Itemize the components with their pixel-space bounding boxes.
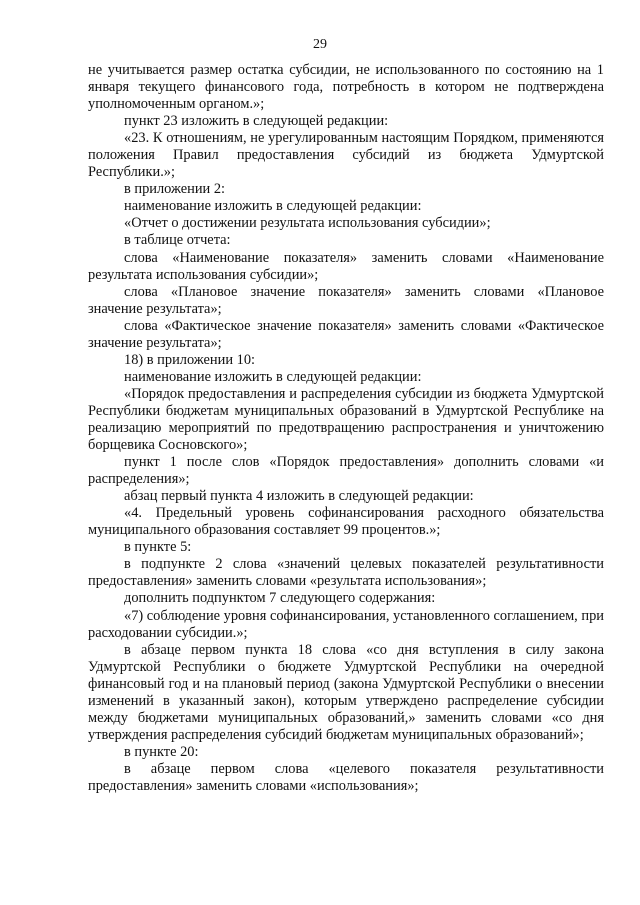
paragraph: в подпункте 2 слова «значений целевых показателей результативности предоставления» заменить словами «результата использования»;: [88, 556, 604, 590]
paragraph: дополнить подпунктом 7 следующего содержания:: [124, 590, 436, 607]
paragraph: в абзаце первом пункта 18 слова «со дня вступления в силу закона Удмуртской Республики о бюджете Удмуртской Республики на очередной финансовый год и на плановый период (закона Удмуртской Республики о внесении изменений в указанный закон), которым утверждено распределение субсидии между бюджетами муниципальных образований,» заменить словами «со дня утверждения распределения субсидий бюджетам муниципальных образований»;: [88, 641, 604, 743]
paragraph: «Отчет о достижении результата использования субсидии»;: [124, 215, 491, 232]
paragraph: «Порядок предоставления и распределения субсидии из бюджета Удмуртской Республики бюджетам муниципальных образований в Удмуртской Республике на реализацию мероприятий по предотвращению распространения и уничтожению борщевика Сосновского»;: [88, 385, 604, 454]
paragraph: наименование изложить в следующей редакции:: [124, 368, 422, 385]
paragraph: «4. Предельный уровень софинансирования расходного обязательства муниципального образования составляет 99 процентов.»;: [88, 505, 604, 539]
paragraph: «7) соблюдение уровня софинансирования, установленного соглашением, при расходовании субсидии.»;: [88, 607, 604, 641]
paragraph: в пункте 20:: [124, 743, 199, 760]
page-number: 29: [313, 37, 327, 52]
paragraph: абзац первый пункта 4 изложить в следующей редакции:: [124, 488, 474, 505]
paragraph: слова «Наименование показателя» заменить словами «Наименование результата использования субсидии»;: [88, 249, 604, 283]
paragraph: слова «Плановое значение показателя» заменить словами «Плановое значение результата»;: [88, 283, 604, 317]
paragraph: слова «Фактическое значение показателя» заменить словами «Фактическое значение результата»;: [88, 317, 604, 351]
paragraph: пункт 23 изложить в следующей редакции:: [124, 113, 389, 130]
paragraph: в таблице отчета:: [124, 232, 231, 249]
paragraph: наименование изложить в следующей редакции:: [124, 198, 422, 215]
paragraph: не учитывается размер остатка субсидии, не использованного по состоянию на 1 января текущего финансового года, потребность в котором не подтверждена уполномоченным органом.»;: [88, 62, 604, 113]
paragraph: в приложении 2:: [124, 181, 226, 198]
paragraph: в пункте 5:: [124, 539, 192, 556]
document-body: [88, 62, 604, 795]
paragraph: «23. К отношениям, не урегулированным настоящим Порядком, применяются положения Правил предоставления субсидий из бюджета Удмуртской Республики.»;: [88, 130, 604, 181]
paragraph: в абзаце первом слова «целевого показателя результативности предоставления» заменить словами «использования»;: [88, 760, 604, 794]
paragraph: пункт 1 после слов «Порядок предоставления» дополнить словами «и распределения»;: [88, 454, 604, 488]
paragraph: 18) в приложении 10:: [124, 351, 256, 368]
